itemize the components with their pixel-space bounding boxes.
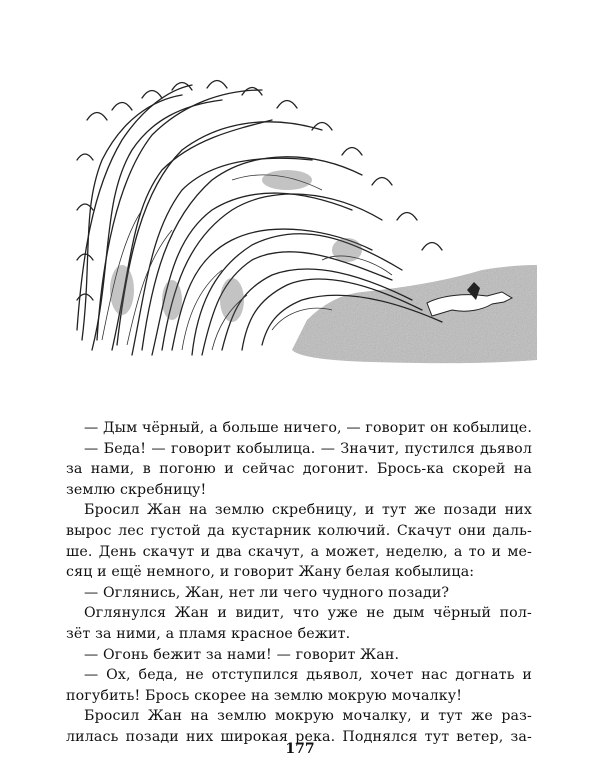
text-line: ше. День скачут и два скачут, а может, неделю, а то и ме-: [66, 543, 532, 560]
text-line: — Беда! — говорит кобылица. — Значит, пустился дьявол: [84, 440, 532, 457]
text-line: зёт за ними, а пламя красное бежит.: [66, 625, 351, 642]
text-line: Оглянулся Жан и видит, что уже не дым чёрный пол-: [84, 605, 532, 622]
text-line: Бросил Жан на землю скребницу, и тут же позади них: [84, 502, 532, 519]
forest-illustration: [72, 60, 542, 370]
text-line: — Ох, беда, не отступился дьявол, хочет нас догнать и: [84, 667, 532, 684]
text-line: погубить! Брось скорее на землю мокрую мочалку!: [66, 687, 463, 704]
forest-illustration-icon: [72, 60, 542, 370]
text-line: — Оглянись, Жан, нет ли чего чудного позади?: [84, 584, 450, 601]
text-line: Бросил Жан на землю мокрую мочалку, и тут же раз-: [84, 708, 532, 725]
page-number: 177: [285, 741, 315, 757]
text-line: вырос лес густой да кустарник колючий. Скачут они даль-: [66, 522, 532, 539]
text-line: сяц и ещё немного, и говорит Жану белая кобылица:: [66, 564, 475, 581]
text-line: лилась позади них широкая река. Поднялся тут ветер, за-: [66, 728, 532, 745]
body-text: [66, 418, 532, 748]
text-line: — Огонь бежит за нами! — говорит Жан.: [84, 646, 400, 663]
text-line: — Дым чёрный, а больше ничего, — говорит он кобылице.: [84, 420, 533, 436]
text-line: за нами, в погоню и сейчас догонит. Брось-ка скорей на: [66, 461, 532, 478]
text-line: землю скребницу!: [66, 481, 207, 498]
